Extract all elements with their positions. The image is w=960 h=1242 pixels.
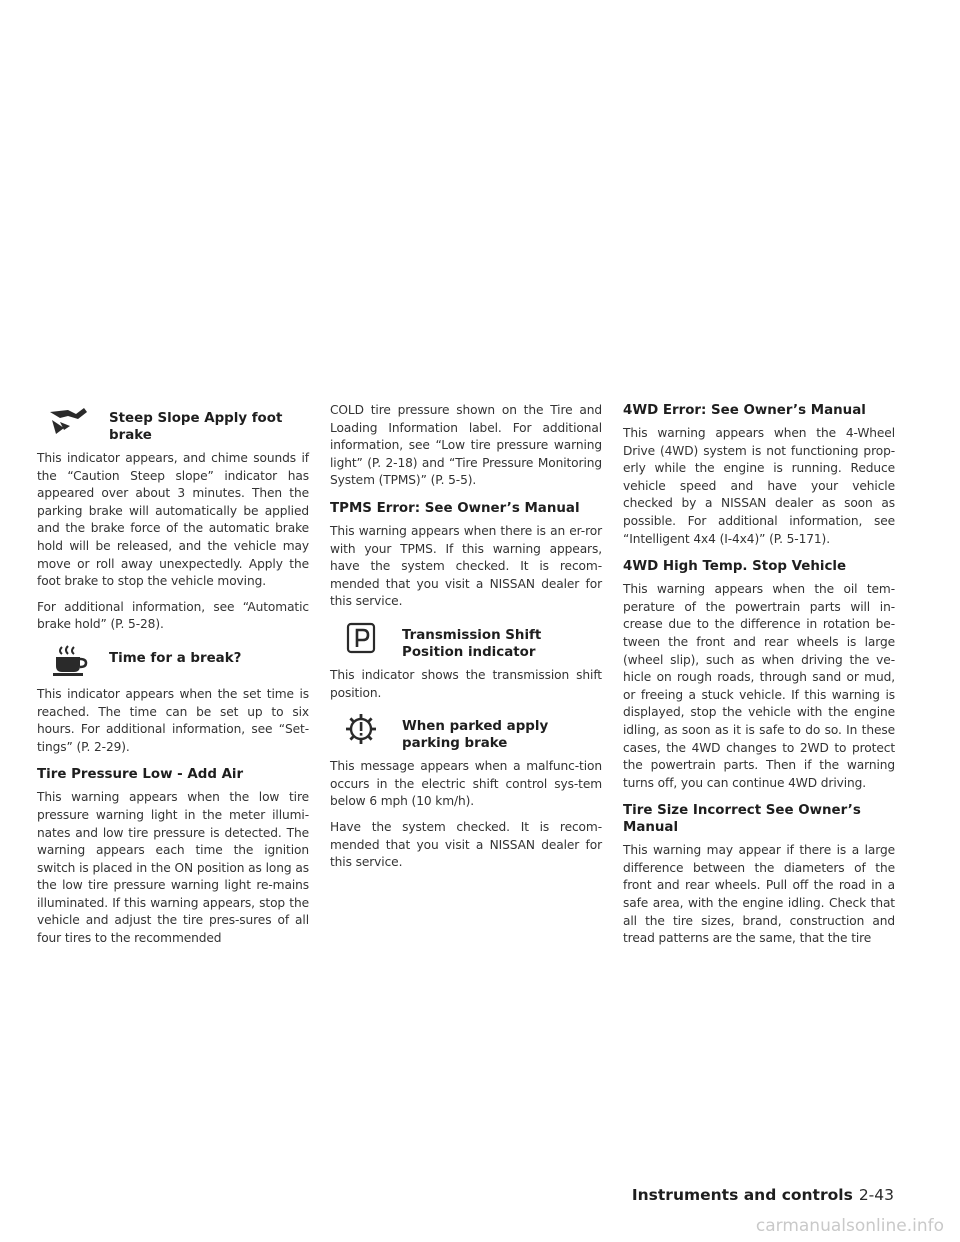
4wd-error-title: 4WD Error: See Owner’s Manual [623, 403, 866, 418]
tire-low-title: Tire Pressure Low - Add Air [37, 767, 244, 783]
steep-slope-reference: For additional information, see “Automatic brake hold” (P. 5-28). [37, 599, 309, 632]
column-1 [37, 402, 309, 956]
coffee-cup-icon [37, 642, 99, 680]
parked-heading [330, 710, 602, 752]
break-text: This indicator appears when the set time is reached. The time can be set up to six hours. For additional information, see “Set-tings” (P. 2-29). [37, 686, 309, 754]
break-title: Time for a break? [109, 650, 242, 666]
shift-title: Transmission Shift Position indicator [402, 627, 542, 660]
footer-section-title: Instruments and controls [631, 1186, 853, 1204]
park-p-icon [330, 619, 392, 657]
shift-text: This indicator shows the transmission shift position. [330, 667, 602, 700]
tire-size-title: Tire Size Incorrect See Owner’s Manual [623, 803, 861, 836]
warning-gear-icon [330, 710, 392, 748]
steep-slope-text: This indicator appears, and chime sounds if the “Caution Steep slope” indicator has appeared over about 3 minutes. Then the parking brake will automatically be applied and the brake force of the automatic brake hold will be released, and the vehicle may move or roll away unexpectedly. Apply the foot brake to stop the vehicle moving. [37, 451, 309, 589]
parked-title: When parked apply parking brake [402, 719, 549, 752]
4wd-temp-text: This warning appears when the oil tem-perature of the powertrain parts will in-crease due to the difference in rotation be-tween the front and rear wheels is large (wheel slip), such as when driving the ve-hicle on rough roads, through sand or mud, or freeing a stuck vehicle. If this warning is displayed, stop the vehicle with the engine idling, as soon as it is safe to do so. In these cases, the 4WD changes to 2WD to protect the powertrain parts. Then if the warning turns off, you can continue 4WD driving. [623, 582, 895, 790]
4wd-error-text: This warning appears when the 4-Wheel Drive (4WD) system is not functioning prop-erly while the engine is running. Reduce vehicle speed and have your vehicle checked by a NISSAN dealer as soon as possible. For additional information, see “Intelligent 4x4 (I-4x4)” (P. 5-171). [623, 426, 895, 546]
steep-slope-heading [37, 402, 309, 444]
watermark: carmanualsonline.info [755, 1216, 944, 1236]
steep-slope-title: Steep Slope Apply foot brake [109, 411, 283, 443]
page-footer [632, 1186, 894, 1204]
tire-low-continued-text: COLD tire pressure shown on the Tire and Loading Information label. For additional information, see “Low tire pressure warning light” (P. 2-18) and “Tire Pressure Monitoring System (TPMS)” (P. 5-5). [330, 403, 602, 488]
tpms-error-title: TPMS Error: See Owner’s Manual [330, 500, 580, 516]
column-2 [330, 402, 602, 880]
4wd-temp-title: 4WD High Temp. Stop Vehicle [623, 559, 847, 575]
tire-low-text: This warning appears when the low tire pressure warning light in the meter illumi-nates and low tire pressure is detected. The warning appears each time the ignition switch is placed in the ON position as long as the low tire pressure warning light re-mains illuminated. If this warning appears, stop the vehicle and adjust the tire pres-sures of all four tires to the recommended [37, 790, 309, 946]
break-heading [37, 642, 309, 680]
shift-heading [330, 619, 602, 661]
page-number: 2-43 [858, 1186, 894, 1204]
parked-text: This message appears when a malfunc-tion occurs in the electric shift control sys-tem below 6 mph (10 km/h). [330, 759, 602, 809]
column-3 [623, 402, 895, 956]
parked-advice: Have the system checked. It is recom-mended that you visit a NISSAN dealer for this service. [330, 819, 602, 870]
steep-slope-icon [37, 402, 99, 440]
tire-size-text: This warning may appear if there is a large difference between the diameters of the front and rear wheels. Pull off the road in a safe area, with the engine idling. Check that all the tire sizes, brand, construction and tread patterns are the same, that the tire [623, 843, 895, 946]
tpms-error-text: This warning appears when there is an er-ror with your TPMS. If this warning appears, have the system checked. It is recom-mended that you visit a NISSAN dealer for this service. [330, 523, 602, 609]
